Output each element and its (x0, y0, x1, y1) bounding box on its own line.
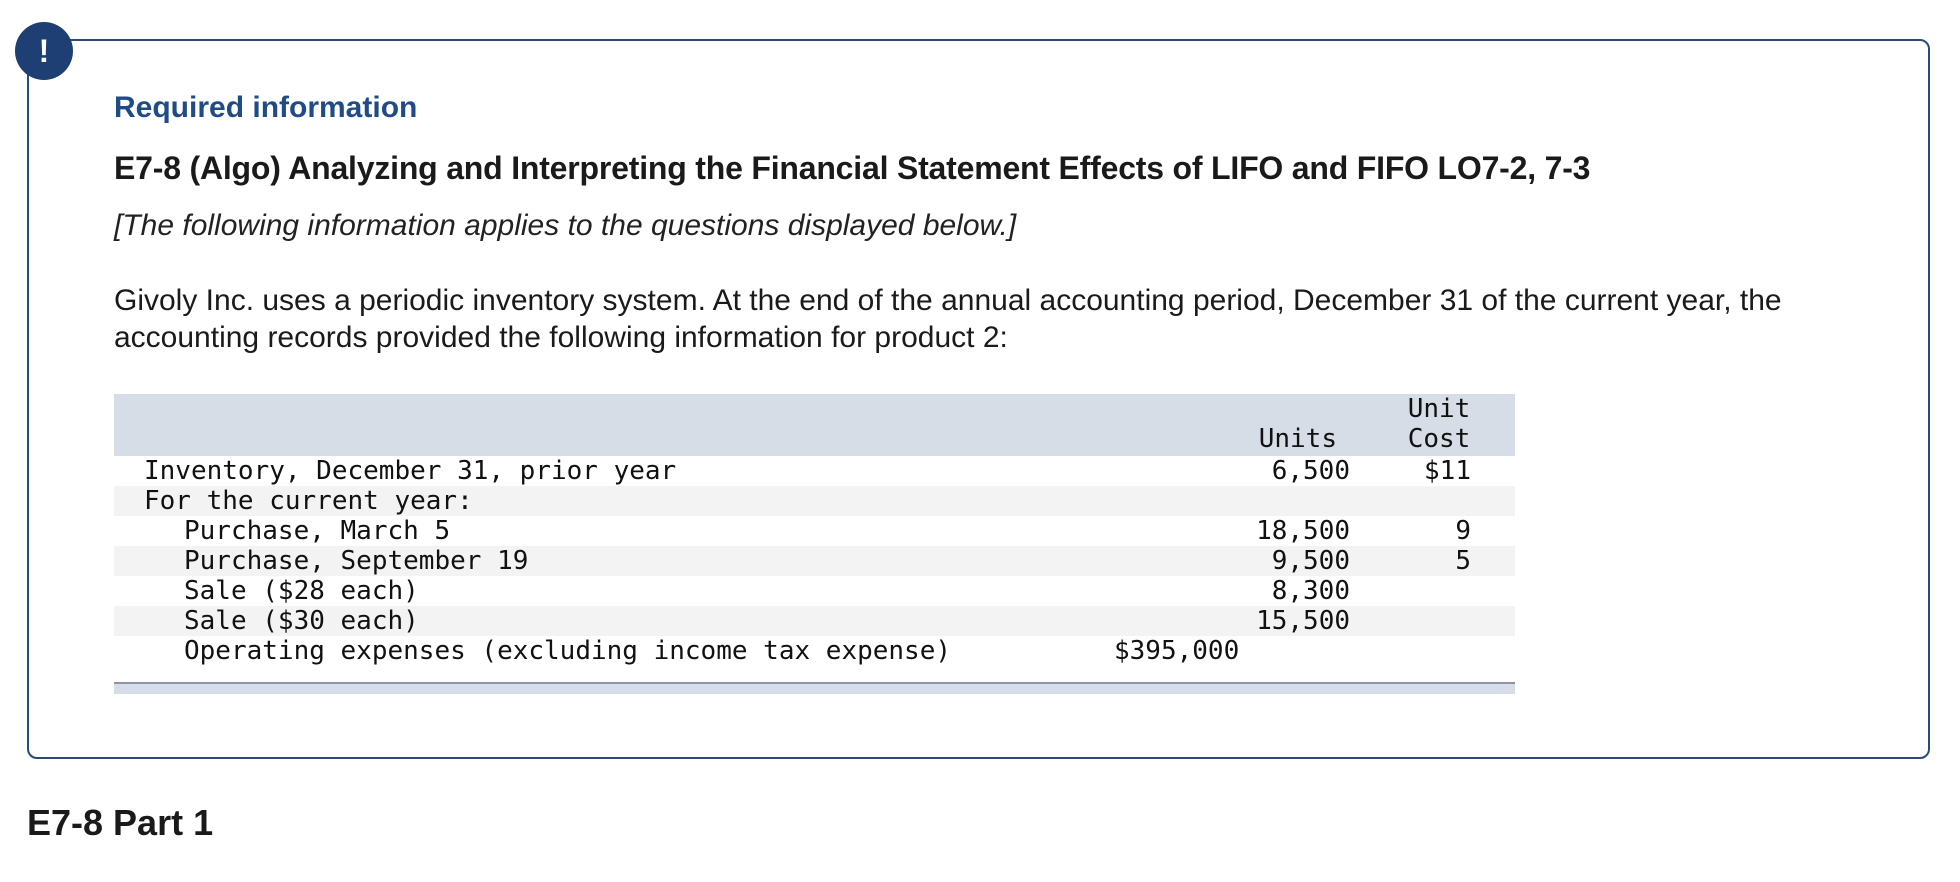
header-amount-cell (1114, 394, 1224, 456)
row-unit-cost (1377, 576, 1515, 606)
row-label: Purchase, September 19 (184, 546, 529, 576)
table-row (114, 456, 1515, 486)
row-unit-cost (1377, 486, 1515, 516)
row-label: Sale ($28 each) (184, 576, 419, 606)
row-units: 18,500 (1256, 516, 1350, 546)
instruction-text: [The following information applies to the questions displayed below.] (114, 209, 1017, 242)
row-amount (1114, 546, 1224, 576)
header-label-cell (114, 394, 1114, 456)
row-unit-cost (1377, 606, 1515, 636)
table-row (114, 636, 1515, 666)
table-header-row (114, 394, 1515, 456)
row-unit-cost: $11 (1424, 456, 1471, 486)
table-footer-bar (114, 682, 1515, 694)
row-amount (1114, 456, 1224, 486)
row-amount (1114, 606, 1224, 636)
row-label: Inventory, December 31, prior year (144, 456, 677, 486)
row-label: Purchase, March 5 (184, 516, 451, 546)
row-units (1224, 486, 1377, 516)
problem-title: E7-8 (Algo) Analyzing and Interpreting the Financial Statement Effects of LIFO and FIFO LO7-2, 7-3 (114, 150, 1591, 186)
row-units: 6,500 (1271, 456, 1350, 486)
table-row (114, 546, 1515, 576)
header-unit-cost-line1: Unit (1407, 394, 1471, 424)
row-amount (1114, 516, 1224, 546)
row-units: 8,300 (1271, 576, 1350, 606)
alert-icon: ! (15, 22, 73, 80)
row-unit-cost: 9 (1455, 516, 1471, 546)
inventory-data-table (114, 394, 1515, 666)
row-amount (1114, 486, 1224, 516)
header-units: Units (1258, 424, 1337, 454)
table-row (114, 516, 1515, 546)
row-label: Operating expenses (excluding income tax expense) (184, 636, 952, 666)
row-units: 9,500 (1271, 546, 1350, 576)
problem-description: Givoly Inc. uses a periodic inventory system. At the end of the annual accounting period, December 31 of the current year, the accounting records provided the following information for product 2: (114, 284, 1782, 354)
row-label: Sale ($30 each) (184, 606, 419, 636)
required-information-heading: Required information (114, 91, 418, 124)
table-row (114, 576, 1515, 606)
row-unit-cost (1377, 636, 1515, 666)
row-amount: $395,000 (1114, 636, 1240, 666)
header-unit-cost-line2: Cost (1407, 424, 1471, 454)
header-unit-cost (1377, 394, 1515, 456)
row-units (1224, 636, 1377, 666)
row-label: For the current year: (144, 486, 473, 516)
table-row (114, 606, 1515, 636)
row-amount (1114, 576, 1224, 606)
row-unit-cost: 5 (1455, 546, 1471, 576)
part-heading: E7-8 Part 1 (27, 802, 214, 843)
table-row (114, 486, 1515, 516)
row-units: 15,500 (1256, 606, 1350, 636)
